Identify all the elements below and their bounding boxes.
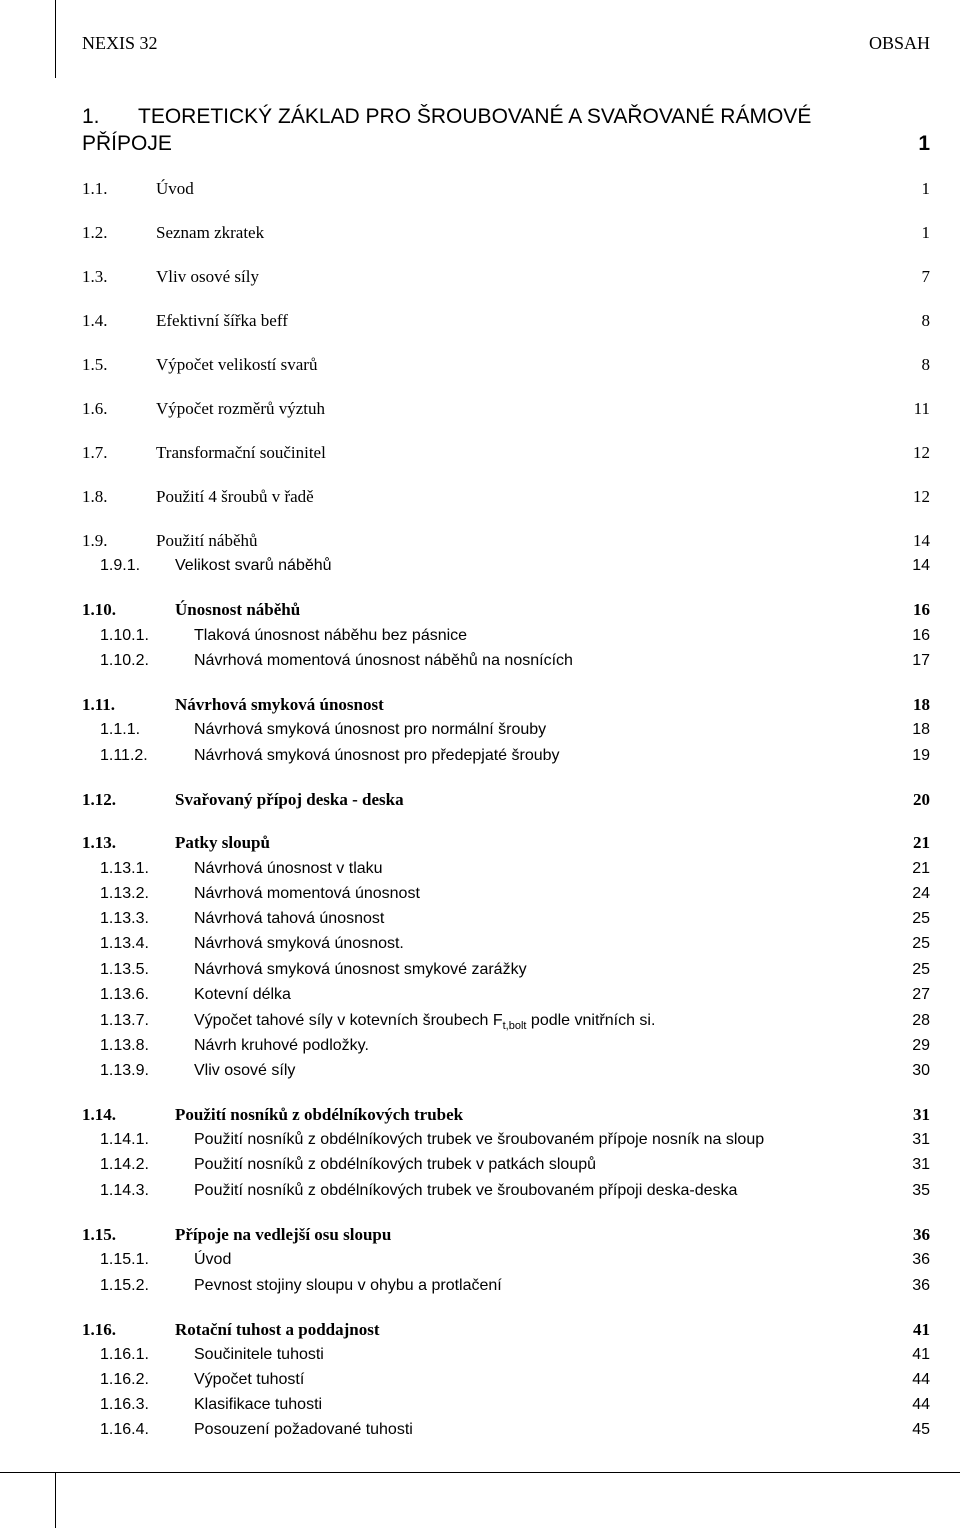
entry-number: 1.1. <box>82 179 108 198</box>
entry-title: Návrhová smyková únosnost pro předepjaté šrouby <box>194 747 560 764</box>
toc-subentry[interactable] <box>82 1034 930 1058</box>
entry-page: 36 <box>912 1277 930 1294</box>
entry-number: 1.10.2. <box>100 652 149 669</box>
entry-page: 45 <box>912 1421 930 1438</box>
toc-subentry[interactable] <box>82 744 930 768</box>
entry-title: Návrh kruhové podložky. <box>194 1037 369 1054</box>
toc-entry[interactable] <box>82 831 930 855</box>
toc-entry[interactable] <box>82 1103 930 1127</box>
entry-title: Použití nosníků z obdélníkových trubek ve šroubovaném přípoji deska-deska <box>194 1182 738 1199</box>
entry-number: 1.11.2. <box>100 747 148 764</box>
entry-number: 1.13.6. <box>100 986 149 1003</box>
entry-title: Úvod <box>156 179 194 198</box>
entry-page: 31 <box>912 1156 930 1173</box>
entry-title: Tlaková únosnost náběhu bez pásnice <box>194 627 468 644</box>
entry-title: Návrhová smyková únosnost pro normální šrouby <box>194 721 547 738</box>
toc-subentry[interactable] <box>82 1418 930 1442</box>
chapter-title-line1: TEORETICKÝ ZÁKLAD PRO ŠROUBOVANÉ A SVAŘOVANÉ RÁMOVÉ <box>138 105 812 128</box>
toc-subentry[interactable] <box>82 1343 930 1367</box>
header-title: NEXIS 32 <box>82 33 158 53</box>
toc-subentry[interactable] <box>82 1059 930 1083</box>
entry-page: 17 <box>912 652 930 669</box>
entry-number: 1.13.3. <box>100 910 149 927</box>
entry-number: 1.13.1. <box>100 860 149 877</box>
chapter-title-line2: PŘÍPOJE <box>82 132 172 155</box>
entry-page: 18 <box>913 695 930 714</box>
entry-number: 1.14.3. <box>100 1182 149 1199</box>
entry-title-subscript: t,bolt <box>502 1020 527 1033</box>
entry-page: 35 <box>912 1182 930 1199</box>
entry-title: Návrhová momentová únosnost náběhů na nosnících <box>194 652 573 669</box>
entry-title: Výpočet tuhostí <box>194 1371 305 1388</box>
toc-entry[interactable] <box>82 309 930 333</box>
toc-entry[interactable] <box>82 1318 930 1342</box>
entry-page: 36 <box>912 1251 930 1268</box>
margin-line-top <box>55 0 56 78</box>
entry-page: 27 <box>912 986 930 1003</box>
entry-title: Transformační součinitel <box>156 443 326 462</box>
entry-number: 1.13.2. <box>100 885 149 902</box>
entry-page: 21 <box>913 833 930 852</box>
entry-page: 31 <box>912 1131 930 1148</box>
entry-number: 1.8. <box>82 487 108 506</box>
toc-subentry[interactable] <box>82 554 930 578</box>
toc-subentry[interactable] <box>82 1393 930 1417</box>
entry-number: 1.13. <box>82 833 116 852</box>
chapter-number: 1. <box>82 105 100 128</box>
entry-page: 30 <box>912 1062 930 1079</box>
entry-title: Součinitele tuhosti <box>194 1346 324 1363</box>
entry-page: 1 <box>921 223 930 242</box>
toc-entry[interactable] <box>82 529 930 553</box>
margin-line-bottom <box>55 1472 56 1528</box>
entry-number: 1.11. <box>82 695 116 714</box>
entry-title-part-b: podle vnitřních si. <box>526 1012 656 1029</box>
entry-title: Použití nosníků z obdélníkových trubek <box>175 1105 464 1124</box>
entry-page: 25 <box>912 910 930 927</box>
entry-title: Návrhová smyková únosnost. <box>194 935 404 952</box>
entry-number: 1.14. <box>82 1105 116 1124</box>
entry-title-part-a: Výpočet tahové síly v kotevních šroubech F <box>194 1012 503 1029</box>
toc-entry[interactable] <box>82 221 930 245</box>
entry-number: 1.7. <box>82 443 108 462</box>
entry-page: 25 <box>912 935 930 952</box>
entry-number: 1.12. <box>82 790 116 809</box>
entry-page: 41 <box>912 1346 930 1363</box>
entry-number: 1.5. <box>82 355 108 374</box>
entry-title: Návrhová tahová únosnost <box>194 910 385 927</box>
toc-subentry[interactable] <box>82 932 930 956</box>
toc-subentry[interactable] <box>82 649 930 673</box>
toc-subentry[interactable] <box>82 1248 930 1272</box>
entry-number: 1.16.4. <box>100 1421 149 1438</box>
entry-page: 29 <box>912 1037 930 1054</box>
toc-subentry[interactable] <box>82 958 930 982</box>
entry-number: 1.9.1. <box>100 557 141 574</box>
entry-title: Klasifikace tuhosti <box>194 1396 323 1413</box>
toc-subentry[interactable] <box>82 1368 930 1392</box>
entry-title: Použití 4 šroubů v řadě <box>156 487 314 506</box>
entry-page: 8 <box>921 355 930 374</box>
entry-page: 8 <box>921 311 930 330</box>
entry-number: 1.13.4. <box>100 935 149 952</box>
entry-title: Návrhová smyková únosnost smykové zarážky <box>194 961 527 978</box>
toc-entry[interactable] <box>82 265 930 289</box>
entry-page: 14 <box>912 557 930 574</box>
entry-number: 1.10.1. <box>100 627 149 644</box>
entry-page: 20 <box>913 790 930 809</box>
entry-page: 28 <box>912 1012 930 1029</box>
entry-page: 18 <box>912 721 930 738</box>
toc-entry[interactable] <box>82 353 930 377</box>
entry-number: 1.1.1. <box>100 721 141 738</box>
entry-title: Použití nosníků z obdélníkových trubek ve šroubovaném přípoje nosník na sloup <box>194 1131 765 1148</box>
entry-page: 7 <box>921 267 930 286</box>
toc-entry[interactable] <box>82 788 930 812</box>
entry-page: 36 <box>913 1225 930 1244</box>
entry-page: 25 <box>912 961 930 978</box>
entry-page: 24 <box>912 885 930 902</box>
entry-page: 1 <box>921 179 930 198</box>
entry-page: 19 <box>912 747 930 764</box>
chapter-heading[interactable] <box>82 103 930 157</box>
entry-title: Použití nosníků z obdélníkových trubek v patkách sloupů <box>194 1156 597 1173</box>
entry-title: Rotační tuhost a poddajnost <box>175 1320 380 1339</box>
toc-subentry[interactable] <box>82 882 930 906</box>
entry-number: 1.16.1. <box>100 1346 149 1363</box>
entry-title: Použití náběhů <box>156 531 258 550</box>
toc-subentry[interactable] <box>82 1128 930 1152</box>
entry-title: Posouzení požadované tuhosti <box>194 1421 413 1438</box>
entry-page: 12 <box>913 443 930 462</box>
entry-number: 1.2. <box>82 223 108 242</box>
entry-title: Přípoje na vedlejší osu sloupu <box>175 1225 392 1244</box>
entry-title: Únosnost náběhů <box>175 600 301 619</box>
entry-page: 14 <box>913 531 930 550</box>
toc-subentry[interactable] <box>82 907 930 931</box>
entry-number: 1.15.1. <box>100 1251 149 1268</box>
entry-number: 1.13.8. <box>100 1037 149 1054</box>
entry-title: Pevnost stojiny sloupu v ohybu a protlačení <box>194 1277 502 1294</box>
toc-subentry[interactable] <box>82 718 930 742</box>
toc-subentry[interactable] <box>82 983 930 1007</box>
entry-number: 1.15. <box>82 1225 116 1244</box>
entry-page: 16 <box>912 627 930 644</box>
entry-title: Seznam zkratek <box>156 223 265 242</box>
entry-title: Vliv osové síly <box>194 1062 296 1079</box>
entry-title: Patky sloupů <box>175 833 270 852</box>
entry-page: 12 <box>913 487 930 506</box>
toc-entry[interactable] <box>82 177 930 201</box>
entry-page: 41 <box>913 1320 930 1339</box>
entry-number: 1.10. <box>82 600 116 619</box>
toc-entry[interactable] <box>82 1223 930 1247</box>
entry-number: 1.6. <box>82 399 108 418</box>
entry-title: Návrhová smyková únosnost <box>175 695 384 714</box>
entry-number: 1.13.9. <box>100 1062 149 1079</box>
toc-subentry[interactable] <box>82 1153 930 1177</box>
entry-page: 11 <box>913 399 930 418</box>
entry-number: 1.13.7. <box>100 1012 149 1029</box>
toc-subentry[interactable] <box>82 1274 930 1298</box>
entry-page: 16 <box>913 600 930 619</box>
entry-number: 1.13.5. <box>100 961 149 978</box>
entry-title: Vliv osové síly <box>156 267 259 286</box>
entry-number: 1.16. <box>82 1320 116 1339</box>
entry-title: Kotevní délka <box>194 986 291 1003</box>
footer-rule <box>0 1472 960 1473</box>
entry-title: Výpočet rozměrů výztuh <box>156 399 325 418</box>
entry-title: Návrhová únosnost v tlaku <box>194 860 383 877</box>
entry-number: 1.15.2. <box>100 1277 149 1294</box>
entry-number: 1.9. <box>82 531 108 550</box>
toc-subentry[interactable] <box>82 857 930 881</box>
toc-entry[interactable] <box>82 693 930 717</box>
entry-number: 1.16.3. <box>100 1396 149 1413</box>
chapter-page: 1 <box>918 132 930 155</box>
entry-title: Velikost svarů náběhů <box>175 557 332 574</box>
entry-page: 21 <box>912 860 930 877</box>
entry-number: 1.16.2. <box>100 1371 149 1388</box>
entry-number: 1.14.2. <box>100 1156 149 1173</box>
entry-page: 44 <box>912 1371 930 1388</box>
entry-title: Úvod <box>194 1251 232 1268</box>
toc-entry[interactable] <box>82 485 930 509</box>
entry-title: Výpočet velikostí svarů <box>156 355 318 374</box>
entry-number: 1.3. <box>82 267 108 286</box>
entry-title: Svařovaný přípoj deska - deska <box>175 790 404 809</box>
toc-subentry[interactable] <box>82 1179 930 1203</box>
toc-entry[interactable] <box>82 598 930 622</box>
entry-number: 1.14.1. <box>100 1131 149 1148</box>
entry-title: Návrhová momentová únosnost <box>194 885 420 902</box>
entry-page: 44 <box>912 1396 930 1413</box>
toc-entry[interactable] <box>82 397 930 421</box>
toc-subentry[interactable] <box>82 624 930 648</box>
entry-number: 1.4. <box>82 311 108 330</box>
toc-subentry[interactable] <box>82 1009 930 1033</box>
entry-title: Efektivní šířka beff <box>156 311 288 330</box>
toc-entry[interactable] <box>82 441 930 465</box>
entry-page: 31 <box>913 1105 930 1124</box>
header-section: OBSAH <box>868 33 930 53</box>
